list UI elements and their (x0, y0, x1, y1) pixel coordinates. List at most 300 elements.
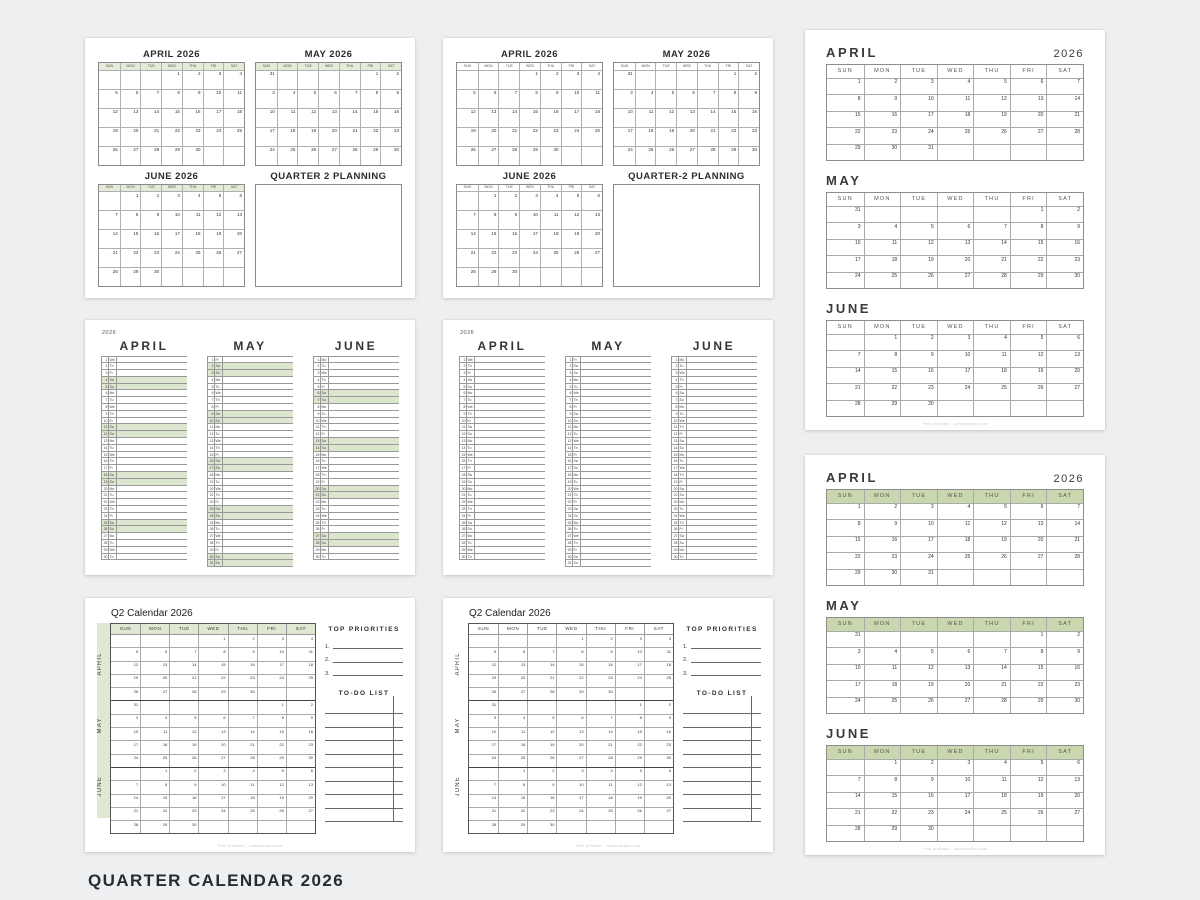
card-quad-landscape-plain[interactable] (443, 38, 773, 298)
weekday-abbr: Su (679, 397, 687, 403)
day-cell (203, 268, 224, 286)
week-row (469, 780, 673, 793)
day-number: 26 (673, 527, 678, 532)
day-cell (457, 192, 478, 210)
day-number: 29 (315, 547, 320, 552)
day-cell: 14 (498, 109, 519, 127)
day-cell: 26 (112, 147, 118, 152)
writing-line (223, 384, 293, 390)
day-row (566, 431, 651, 438)
day-header-cell: WED (519, 63, 540, 70)
day-row (672, 438, 757, 445)
day-number: 2 (460, 363, 467, 369)
day-row (208, 499, 293, 506)
weekday-abbr: Su (467, 431, 475, 437)
day-cell: 18 (635, 128, 656, 146)
weekday-abbr: Mo (215, 472, 223, 478)
weekday-abbr: We (573, 390, 581, 396)
day-cell: 4 (586, 768, 615, 780)
week-row (111, 740, 315, 753)
writing-line (329, 499, 399, 505)
day-cell: 14 (470, 230, 476, 236)
day-row (672, 363, 757, 370)
weekday-abbr: Fr (215, 452, 223, 458)
writing-line (687, 377, 757, 383)
day-cell: 30 (1046, 698, 1083, 714)
writing-line (223, 424, 293, 430)
card-q2-planner-plain[interactable] (443, 598, 773, 852)
day-cell: 20 (937, 681, 974, 697)
day-header-cell: THU (182, 185, 203, 192)
day-cell: 10 (161, 211, 182, 229)
writing-line (329, 445, 399, 451)
day-cell: 23 (738, 128, 759, 146)
day-cell (973, 401, 1010, 417)
day-row (102, 479, 187, 486)
card-daylist-green[interactable] (85, 320, 415, 575)
day-cell: 7 (586, 715, 615, 727)
writing-line (475, 526, 545, 532)
day-cell: 21 (498, 128, 519, 146)
day-row (672, 465, 757, 472)
card-daylist-plain[interactable] (443, 320, 773, 575)
day-cell: 31 (133, 701, 139, 707)
day-header-cell: WED (519, 185, 540, 192)
day-number: 3 (566, 370, 573, 376)
day-number: 10 (315, 418, 320, 423)
day-cell: 21 (169, 675, 198, 687)
day-cell: 23 (140, 249, 161, 267)
day-cell: 6 (120, 90, 141, 108)
day-cell: 17 (627, 128, 633, 133)
month-column-june (313, 339, 399, 568)
writing-line (475, 506, 545, 512)
day-number: 8 (102, 404, 109, 410)
week-row (614, 71, 759, 89)
day-cell: 14 (339, 109, 360, 127)
day-number: 13 (103, 439, 108, 444)
day-row (102, 424, 187, 431)
day-cell: 13 (223, 211, 244, 229)
day-number: 13 (209, 439, 214, 444)
day-cell: 1 (556, 635, 585, 647)
day-cell: 9 (900, 351, 937, 367)
week-row (614, 127, 759, 146)
weekday-abbr: Mo (467, 390, 475, 396)
day-cell: 13 (556, 728, 585, 740)
day-cell: 20 (676, 128, 697, 146)
weekday-abbr: Sa (573, 554, 581, 560)
day-row (314, 533, 399, 540)
writing-line (329, 533, 399, 539)
weekday-abbr: Mo (573, 472, 581, 478)
day-cell: 4 (498, 715, 527, 727)
priority-line (333, 675, 403, 676)
day-number: 28 (315, 541, 320, 546)
writing-line (581, 384, 651, 390)
day-number: 10 (673, 418, 678, 423)
weekday-abbr: Su (215, 513, 223, 519)
day-row (460, 486, 545, 493)
month-column-april (101, 339, 187, 568)
day-header-cell: THU (973, 746, 1010, 759)
day-row (460, 431, 545, 438)
day-cell: 6 (498, 648, 527, 660)
day-cell: 25 (581, 128, 602, 146)
day-cell: 9 (1046, 648, 1083, 664)
day-number: 14 (103, 445, 108, 450)
day-row (672, 384, 757, 391)
weekday-abbr: Su (321, 445, 329, 451)
day-cell: 23 (228, 675, 257, 687)
day-cell: 14 (228, 728, 257, 740)
day-cell: 18 (644, 662, 673, 674)
day-cell: 7 (1046, 79, 1083, 95)
writing-line (687, 370, 757, 376)
day-cell: 16 (864, 537, 901, 553)
day-cell: 11 (140, 728, 169, 740)
day-header-row (457, 63, 602, 71)
writing-line (475, 431, 545, 437)
day-cell (339, 71, 360, 89)
day-row (102, 472, 187, 479)
weekday-abbr: Fr (679, 384, 687, 390)
day-number: 6 (460, 390, 467, 396)
writing-line (581, 418, 651, 424)
weekday-abbr: We (321, 370, 329, 376)
week-row (111, 820, 315, 833)
weekday-abbr: Su (679, 492, 687, 498)
writing-line (117, 452, 187, 458)
week-row (457, 89, 602, 108)
day-cell (519, 268, 540, 286)
week-row (827, 792, 1083, 809)
day-number: 10 (567, 418, 572, 423)
weekday-abbr: Sa (467, 377, 475, 383)
day-cell: 26 (257, 808, 286, 820)
day-header-cell: MON (478, 63, 499, 70)
header-spacer (455, 623, 468, 633)
weekday-abbr: Mo (109, 486, 117, 492)
day-cell: 4 (581, 71, 602, 89)
weekday-abbr: Mo (321, 499, 329, 505)
day-cell: 3 (857, 648, 861, 655)
day-row (208, 533, 293, 540)
day-header-cell: FRI (718, 63, 739, 70)
day-cell: 2 (900, 335, 937, 351)
day-row (566, 377, 651, 384)
day-row (102, 397, 187, 404)
day-header-cell: THU (228, 624, 257, 634)
month-block-june (456, 168, 603, 288)
day-cell: 13 (198, 728, 227, 740)
day-cell: 15 (864, 368, 901, 384)
month-block-april (826, 45, 1084, 161)
day-row (460, 526, 545, 533)
weekday-abbr: Mo (467, 486, 475, 492)
day-cell: 1 (360, 71, 381, 89)
writing-line (581, 445, 651, 451)
day-cell: 9 (864, 95, 901, 111)
day-cell: 20 (644, 795, 673, 807)
weekday-abbr: Su (573, 370, 581, 376)
day-cell: 4 (864, 223, 901, 239)
day-header-cell: SUN (827, 746, 864, 759)
day-number: 17 (567, 466, 572, 471)
day-number: 17 (461, 466, 466, 471)
writing-line (117, 526, 187, 532)
day-cell: 21 (140, 128, 161, 146)
day-number: 19 (567, 479, 572, 484)
day-row (102, 547, 187, 554)
watermark-text: Free printable - calendarkart.com (575, 843, 641, 848)
day-cell: 2 (586, 635, 615, 647)
day-list (671, 356, 757, 561)
day-cell (297, 71, 318, 89)
day-row (102, 486, 187, 493)
month-column-april (459, 339, 545, 568)
day-cell: 22 (556, 675, 585, 687)
day-header-cell: SUN (827, 618, 864, 631)
writing-line (329, 370, 399, 376)
weekday-abbr: Su (573, 418, 581, 424)
week-row (827, 207, 1083, 223)
day-row (672, 404, 757, 411)
day-cell: 9 (1046, 223, 1083, 239)
weekday-abbr: Sa (215, 411, 223, 417)
day-cell (257, 688, 286, 700)
day-row (566, 424, 651, 431)
day-cell: 24 (491, 755, 497, 761)
day-number: 3 (672, 370, 679, 376)
writing-line (329, 472, 399, 478)
writing-line (223, 438, 293, 444)
weekday-abbr: We (679, 418, 687, 424)
weekday-abbr: We (109, 547, 117, 553)
day-header-cell: SUN (837, 195, 853, 202)
writing-line (329, 486, 399, 492)
weekday-abbr: Mo (109, 438, 117, 444)
day-row (460, 390, 545, 397)
week-row (827, 144, 1083, 161)
card-q2-planner-green[interactable] (85, 598, 415, 852)
writing-line (117, 377, 187, 383)
writing-line (329, 411, 399, 417)
day-row (102, 377, 187, 384)
month-header (826, 598, 1084, 613)
day-cell: 27 (478, 147, 499, 165)
day-header-cell: SAT (581, 63, 602, 70)
day-cell (676, 71, 697, 89)
week-row (99, 71, 244, 89)
writing-line (581, 533, 651, 539)
day-row (460, 533, 545, 540)
day-number: 24 (103, 513, 108, 518)
day-row (102, 438, 187, 445)
day-row (314, 540, 399, 547)
day-cell: 1 (864, 760, 901, 776)
writing-line (475, 513, 545, 519)
day-cell (223, 147, 244, 165)
day-header-cell: FRI (1010, 746, 1047, 759)
day-cell: 11 (937, 95, 974, 111)
day-number: 29 (567, 547, 572, 552)
day-header-cell: TUE (900, 746, 937, 759)
day-cell (140, 71, 161, 89)
day-number: 6 (314, 390, 321, 396)
day-cell: 22 (478, 249, 499, 267)
week-row (469, 754, 673, 767)
day-row (314, 377, 399, 384)
weekday-abbr: Fr (467, 418, 475, 424)
day-cell: 4 (223, 71, 244, 89)
day-cell: 22 (519, 128, 540, 146)
day-number: 28 (461, 541, 466, 546)
day-cell (228, 821, 257, 833)
day-cell: 16 (864, 112, 901, 128)
month-name: JUNE (826, 726, 872, 741)
day-cell: 3 (203, 71, 224, 89)
day-number: 12 (209, 432, 214, 437)
day-cell: 12 (203, 211, 224, 229)
month-columns (101, 339, 399, 568)
writing-line (223, 506, 293, 512)
day-cell: 16 (498, 230, 519, 248)
day-row (672, 424, 757, 431)
day-row (102, 492, 187, 499)
weekday-abbr: Fr (321, 526, 329, 532)
day-cell: 26 (203, 249, 224, 267)
day-row (314, 465, 399, 472)
calendar-april (826, 489, 1084, 586)
weekday-abbr: Mo (679, 452, 687, 458)
weekday-abbr: We (573, 486, 581, 492)
day-cell: 15 (718, 109, 739, 127)
day-cell (1046, 570, 1083, 586)
weekday-abbr: Su (573, 465, 581, 471)
priority-row (683, 651, 761, 665)
day-row (460, 411, 545, 418)
day-cell (286, 821, 315, 833)
day-cell: 17 (133, 741, 139, 747)
day-cell: 16 (286, 728, 315, 740)
month-label-strip (455, 623, 468, 818)
day-cell: 20 (1010, 112, 1047, 128)
day-row (566, 554, 651, 561)
day-number: 16 (103, 459, 108, 464)
day-header-cell: MON (864, 746, 901, 759)
writing-line (687, 492, 757, 498)
day-number: 4 (314, 377, 321, 383)
day-header-cell: THU (339, 63, 360, 70)
day-cell: 6 (644, 768, 673, 780)
day-cell: 2 (286, 701, 315, 713)
day-row (460, 357, 545, 364)
side-panel (325, 623, 403, 822)
weekday-abbr: Su (109, 384, 117, 390)
week-row (469, 767, 673, 780)
card-quad-landscape-green[interactable] (85, 38, 415, 298)
day-header-row (457, 185, 602, 193)
day-number: 10 (103, 418, 108, 423)
priority-line (691, 648, 761, 649)
day-row (208, 431, 293, 438)
weekday-abbr: Th (467, 554, 475, 560)
day-list (313, 356, 399, 561)
day-cell: 30 (900, 401, 937, 417)
day-cell: 23 (1046, 256, 1083, 272)
weekday-abbr: We (467, 547, 475, 553)
day-cell: 18 (140, 741, 169, 753)
day-cell: 2 (864, 79, 901, 95)
day-number: 27 (315, 534, 320, 539)
writing-line (581, 452, 651, 458)
day-row (314, 370, 399, 377)
day-cell: 9 (864, 520, 901, 536)
priority-number: 2. (683, 657, 688, 663)
day-cell: 19 (900, 681, 937, 697)
writing-line (223, 554, 293, 560)
planner-body (455, 623, 761, 834)
writing-line (581, 411, 651, 417)
day-header-cell: TUE (900, 490, 937, 503)
day-cell: 9 (586, 648, 615, 660)
day-cell: 2 (140, 192, 161, 210)
writing-line (687, 513, 757, 519)
day-row (102, 540, 187, 547)
day-cell: 29 (855, 570, 861, 576)
day-cell: 15 (257, 728, 286, 740)
day-cell: 21 (697, 128, 718, 146)
day-cell: 24 (198, 808, 227, 820)
day-cell: 13 (644, 781, 673, 793)
month-block-april (98, 46, 245, 166)
day-cell: 26 (615, 808, 644, 820)
day-cell: 5 (169, 715, 198, 727)
day-number: 13 (461, 439, 466, 444)
day-row (672, 486, 757, 493)
day-header-cell: WED (318, 63, 339, 70)
day-row (566, 418, 651, 425)
writing-line (117, 513, 187, 519)
day-header-row (827, 490, 1083, 504)
todo-lines (325, 701, 403, 823)
day-row (672, 506, 757, 513)
card-portrait-plain[interactable] (805, 30, 1105, 430)
weekday-abbr: Su (215, 560, 223, 566)
day-cell (827, 335, 864, 351)
todo-lines (683, 701, 761, 823)
day-cell (469, 768, 498, 780)
week-row (827, 350, 1083, 367)
day-row (208, 384, 293, 391)
day-number: 20 (209, 486, 214, 491)
day-row (102, 526, 187, 533)
weekday-abbr: Tu (321, 554, 329, 560)
writing-line (475, 486, 545, 492)
day-header-cell: FRI (203, 63, 224, 70)
day-cell: 7 (1046, 504, 1083, 520)
weekday-abbr: Mo (679, 357, 687, 363)
day-cell: 23 (864, 553, 901, 569)
day-number: 24 (209, 513, 214, 518)
card-portrait-green[interactable] (805, 455, 1105, 855)
todo-line (683, 755, 761, 769)
weekday-abbr: Mo (215, 377, 223, 383)
writing-line (117, 390, 187, 396)
day-cell: 23 (286, 741, 315, 753)
week-row (111, 700, 315, 713)
